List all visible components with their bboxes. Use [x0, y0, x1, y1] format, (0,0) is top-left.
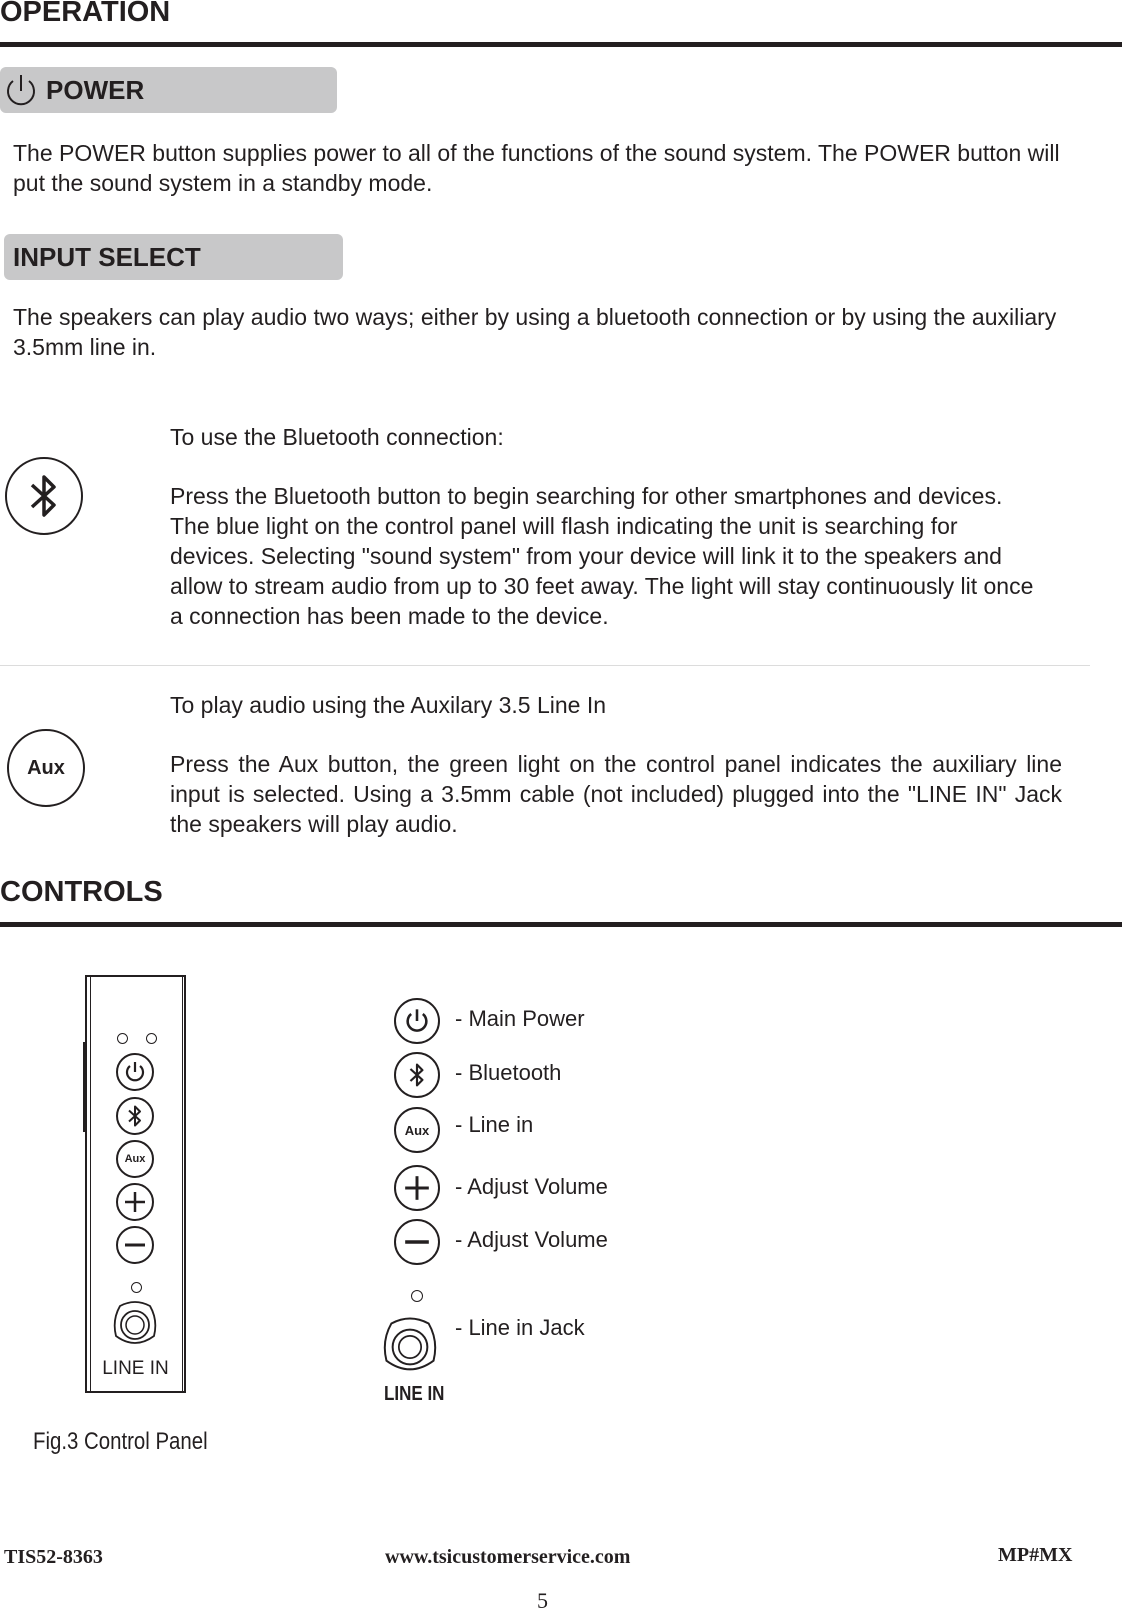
bluetooth-icon [5, 457, 83, 535]
plus-icon [394, 1165, 440, 1211]
power-led [131, 1282, 142, 1293]
panel-power-button [116, 1053, 154, 1091]
legend-led [411, 1290, 423, 1302]
legend-line-in-jack: - Line in Jack [455, 1315, 585, 1340]
footer-website: www.tsicustomerservice.com [385, 1546, 631, 1568]
line-in-jack-icon [378, 1316, 442, 1378]
aux-icon [394, 1107, 440, 1153]
figure-caption: Fig.3 Control Panel [33, 1428, 208, 1455]
power-section-header [0, 67, 337, 113]
panel-line-in-label: LINE IN [102, 1358, 169, 1379]
control-panel-illustration [85, 975, 186, 1393]
input-select-title: INPUT SELECT [13, 241, 201, 272]
legend-main-power: - Main Power [455, 1006, 585, 1031]
bluetooth-led [117, 1033, 128, 1044]
aux-icon-text: Aux [27, 756, 65, 779]
aux-title: To play audio using the Auxilary 3.5 Line In [170, 692, 607, 718]
panel-bluetooth-button [116, 1097, 154, 1135]
aux-led [146, 1033, 157, 1044]
legend-jack-label: LINE IN [384, 1383, 445, 1405]
control-panel-side-tab [83, 1042, 86, 1132]
controls-heading: CONTROLS [0, 876, 163, 908]
operation-rule [0, 42, 1122, 47]
panel-line-in-jack [110, 1300, 160, 1350]
power-description: The POWER button supplies power to all of the functions of the sound system. The POWER button will put the sound system in a standby mode. [13, 140, 1060, 196]
page-number: 5 [537, 1588, 548, 1613]
aux-description: Press the Aux button, the green light on the control panel indicates the auxiliary line input is selected. Using a 3.5mm cable (not included) plugged into the "LINE IN" Jack the speakers will play audio. [170, 751, 1062, 837]
aux-icon [7, 729, 85, 807]
panel-aux-button [116, 1140, 154, 1178]
legend-bluetooth: - Bluetooth [455, 1060, 562, 1085]
controls-rule [0, 922, 1122, 927]
minus-icon [394, 1219, 440, 1265]
legend-volume-down: - Adjust Volume [455, 1227, 608, 1252]
panel-aux-text: Aux [124, 1153, 146, 1165]
input-select-section-header [4, 234, 343, 280]
panel-volume-up-button [116, 1183, 154, 1221]
power-section-title: POWER [46, 74, 145, 105]
power-icon [2, 71, 40, 109]
power-icon [394, 998, 440, 1044]
legend-volume-up: - Adjust Volume [455, 1174, 608, 1199]
footer-code: MP#MX [998, 1544, 1073, 1566]
section-divider [0, 665, 1090, 666]
bluetooth-icon [394, 1052, 440, 1098]
bluetooth-description: Press the Bluetooth button to begin searching for other smartphones and devices. The blue light on the control panel will flash indicating the unit is searching for devices. Selecting "sound system" from your device will link it to the speakers and allow to stream audio from up to 30 feet away. The light will stay continuously lit once a connection has been made to the device. [170, 483, 1034, 629]
operation-heading: OPERATION [0, 0, 171, 28]
legend-aux-text: Aux [404, 1122, 430, 1138]
input-select-description: The speakers can play audio two ways; either by using a bluetooth connection or by using the auxiliary 3.5mm line in. [13, 304, 1057, 360]
legend-line-in: - Line in [455, 1112, 534, 1137]
bluetooth-title: To use the Bluetooth connection: [170, 424, 504, 450]
footer-model-number: TIS52-8363 [4, 1546, 103, 1568]
panel-volume-down-button [116, 1226, 154, 1264]
